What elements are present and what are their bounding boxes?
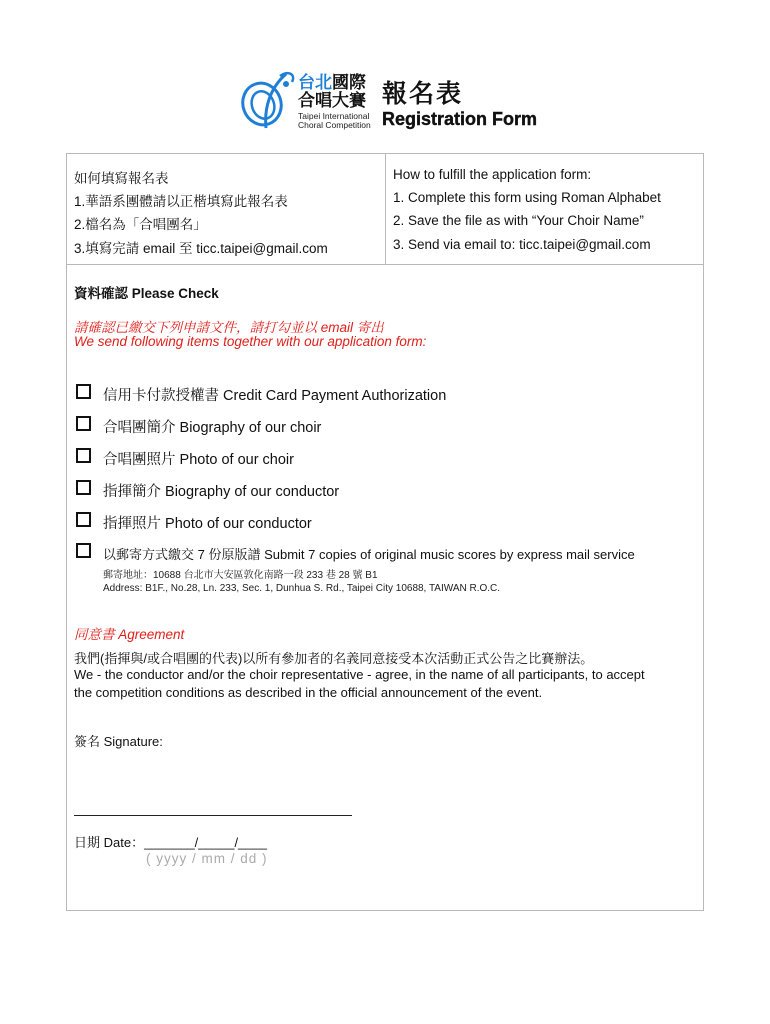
agreement-text-zh: 我們(指揮與/或合唱團的代表)以所有參加者的名義同意接受本次活動正式公告之比賽辦法。 — [74, 651, 594, 666]
check-note-zh: 請確認已繳交下列申請文件，請打勾並以 email 寄出 — [74, 320, 384, 335]
form-title-zh: 報名表 — [382, 80, 464, 108]
agreement-text-en: the competition conditions as described in the official announcement of the event. — [74, 685, 543, 700]
logo-chinese-name: 台北國際 合唱大賽 — [298, 73, 366, 110]
agreement-text-en: We - the conductor and/or the choir representative - agree, in the name of all participants, to accept — [74, 667, 645, 682]
checkbox-conductor-biography[interactable] — [76, 480, 91, 495]
logo-english-name: Taipei International Choral Competition — [298, 111, 371, 130]
checkbox-conductor-photo[interactable] — [76, 512, 91, 527]
instructions-en-item: 2. Save the file as with “Your Choir Name” — [393, 213, 644, 228]
checkbox-credit-card-authorization[interactable] — [76, 384, 91, 399]
checkbox-label: 合唱團簡介 Biography of our choir — [103, 420, 322, 436]
divider — [66, 264, 704, 265]
checkbox-label: 以郵寄方式繳交 7 份原版譜 Submit 7 copies of original music scores by express mail service — [103, 547, 635, 562]
checkbox-label: 信用卡付款授權書 Credit Card Payment Authorization — [103, 388, 447, 404]
checkbox-choir-photo[interactable] — [76, 448, 91, 463]
instructions-zh-title: 如何填寫報名表 — [74, 171, 169, 186]
form-title-en: Registration Form — [382, 109, 538, 129]
please-check-heading: 資料確認 Please Check — [74, 286, 219, 301]
mailing-address-zh: 郵寄地址：10688 台北市大安區敦化南路一段 233 巷 28 號 B1 — [103, 570, 378, 581]
instructions-zh-item: 1.華語系團體請以正楷填寫此報名表 — [74, 194, 288, 209]
checkbox-music-scores[interactable] — [76, 543, 91, 558]
divider — [385, 153, 386, 264]
signature-line[interactable] — [74, 815, 352, 816]
instructions-en-item: 1. Complete this form using Roman Alphabet — [393, 190, 661, 205]
checkbox-label: 合唱團照片 Photo of our choir — [103, 452, 294, 468]
instructions-en-item: 3. Send via email to: ticc.taipei@gmail.com — [393, 237, 651, 252]
date-format-hint: ( yyyy / mm / dd ) — [146, 851, 268, 866]
mailing-address-en: Address: B1F., No.28, Ln. 233, Sec. 1, Dunhua S. Rd., Taipei City 10688, TAIWAN R.O.C. — [103, 583, 501, 594]
signature-label: 簽名 Signature: — [74, 734, 163, 749]
instructions-zh-item: 3.填寫完請 email 至 ticc.taipei@gmail.com — [74, 241, 328, 256]
instructions-en-title: How to fulfill the application form: — [393, 167, 592, 182]
checkbox-label: 指揮照片 Photo of our conductor — [103, 516, 312, 532]
check-note-en: We send following items together with our application form: — [74, 334, 427, 349]
checkbox-label: 指揮簡介 Biography of our conductor — [103, 484, 340, 500]
agreement-title: 同意書 Agreement — [74, 627, 185, 642]
logo-emblem-icon — [236, 68, 298, 130]
instructions-zh-item: 2.檔名為「合唱團名」 — [74, 217, 207, 232]
date-field[interactable]: 日期 Date：_______/_____/____ — [74, 835, 267, 850]
checkbox-choir-biography[interactable] — [76, 416, 91, 431]
